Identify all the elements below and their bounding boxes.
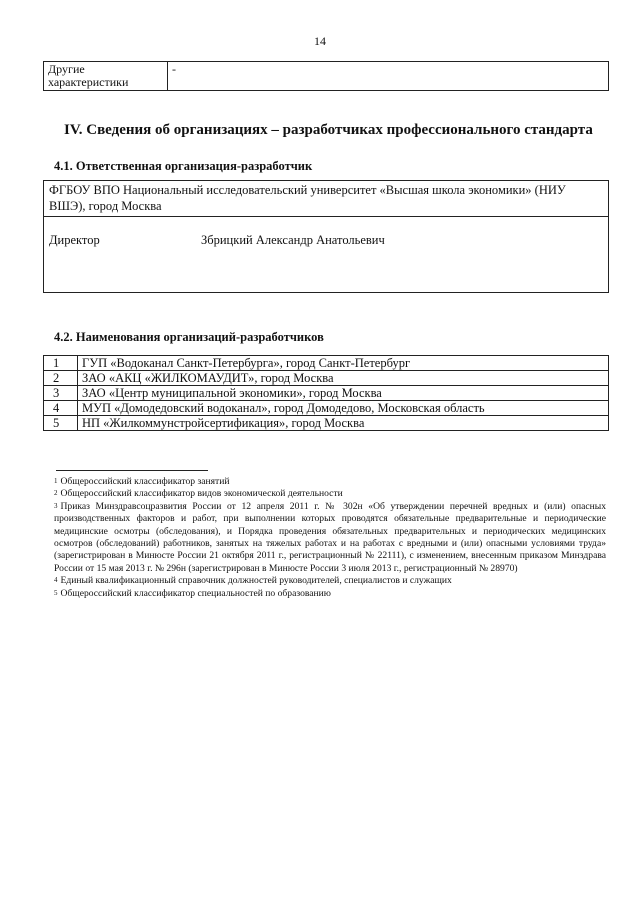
other-characteristics-label: Другие характеристики [44, 62, 168, 91]
subsection-developers-title: 4.2. Наименования организаций-разработчиков [54, 330, 324, 344]
developer-number: 2 [44, 371, 78, 386]
footnotes [54, 476, 606, 600]
footnote-text: Общероссийский классификатор видов экономической деятельности [60, 488, 343, 500]
developers-table [43, 355, 609, 431]
director-label: Директор [49, 233, 100, 247]
footnote-text: Единый квалификационный справочник должностей руководителей, специалистов и служащих [60, 575, 452, 587]
other-characteristics-table [43, 61, 609, 91]
developer-name: МУП «Домодедовский водоканал», город Домодедово, Московская область [78, 401, 609, 416]
developer-name: ЗАО «АКЦ «ЖИЛКОМАУДИТ», город Москва [78, 371, 609, 386]
developer-number: 3 [44, 386, 78, 401]
subsection-responsible-org-title: 4.1. Ответственная организация-разработчик [54, 159, 313, 173]
responsible-org-name: ФГБОУ ВПО Национальный исследовательский университет «Высшая школа экономики» (НИУ ВШЭ), город Москва [44, 181, 608, 217]
developer-number: 4 [44, 401, 78, 416]
table-row [44, 416, 609, 431]
section-title: IV. Сведения об организациях – разработчиках профессионального стандарта [64, 122, 593, 138]
footnote [54, 488, 606, 500]
responsible-org-box [43, 180, 609, 293]
developer-name: ГУП «Водоканал Санкт-Петербурга», город Санкт-Петербург [78, 356, 609, 371]
footnote-mark: 5 [54, 588, 58, 597]
footnote-separator [56, 470, 208, 471]
table-row [44, 356, 609, 371]
director-name: Збрицкий Александр Анатольевич [201, 233, 385, 247]
table-row [44, 371, 609, 386]
developer-number: 5 [44, 416, 78, 431]
footnote-mark: 2 [54, 489, 58, 498]
developer-number: 1 [44, 356, 78, 371]
director-row [44, 217, 608, 292]
footnote-text: Общероссийский классификатор занятий [60, 476, 230, 487]
developer-name: ЗАО «Центр муниципальной экономики», город Москва [78, 386, 609, 401]
other-characteristics-value: - [168, 62, 609, 91]
table-row [44, 386, 609, 401]
footnote [54, 501, 606, 575]
footnote [54, 588, 606, 600]
footnote-text: Общероссийский классификатор специальностей по образованию [60, 587, 331, 599]
footnote-mark: 1 [54, 477, 58, 485]
table-row [44, 401, 609, 416]
developer-name: НП «Жилкоммунстройсертификация», город Москва [78, 416, 609, 431]
footnote-text: Приказ Минздравсоцразвития России от 12 апреля 2011 г. № 302н «Об утверждении перечней вредных и (или) опасных производственных факторов и работ, при выполнении которых проводятся обязательные предварительные и периодические медицинские осмотры (обследования), и Порядка проведения обязательных предварительных и периодических медицинских осмотров (обследований) работников, занятых на тяжелых работах и на работах с вредными и (или) опасными условиями труда» (зарегистрирован в Минюсте России 21 октября 2011 г., регистрационный № 22111), с изменением, внесенным приказом Минздрава России от 15 мая 2013 г. № 296н (зарегистрирован в Минюсте России 3 июля 2013 г., регистрационный № 28970) [54, 500, 606, 574]
footnote [54, 476, 606, 488]
footnote-mark: 4 [54, 576, 58, 585]
table-row [44, 62, 609, 91]
footnote [54, 575, 606, 587]
page-number: 14 [314, 34, 326, 48]
footnote-mark: 3 [54, 501, 58, 510]
